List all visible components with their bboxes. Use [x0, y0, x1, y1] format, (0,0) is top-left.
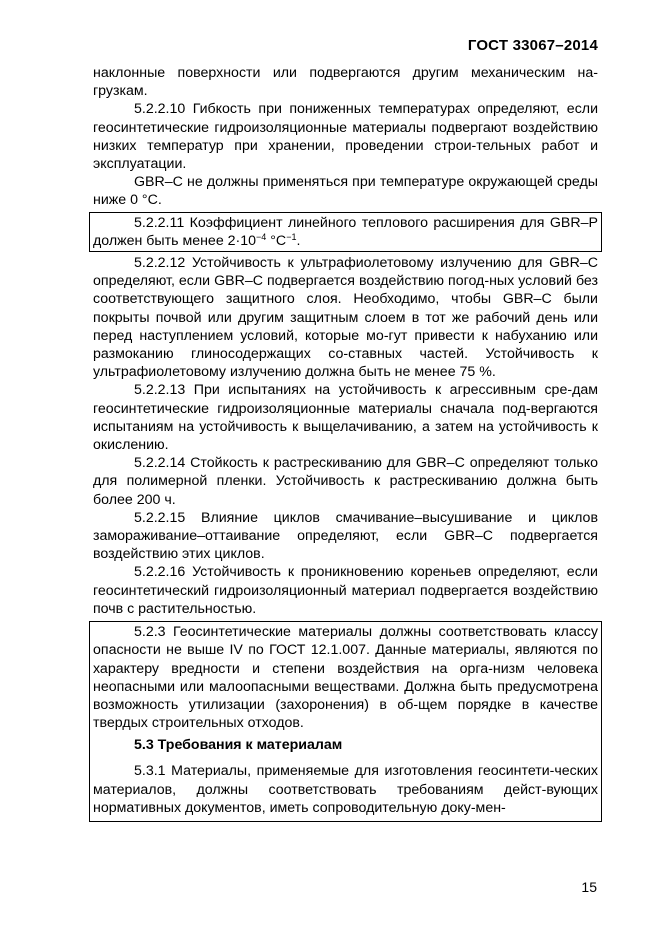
- paragraph-5-2-2-12: 5.2.2.12 Устойчивость к ультрафиолетовому излучению для GBR–C определяют, если GBR–C подвергается воздействию погод-ных условий без соответствующего защитного слоя. Необходимо, чтобы GBR–C были покрыты почвой или другим защитным слоем в тот же рабочий день или перед наступлением условий, которые мо-гут привести к набуханию или размоканию глиносодержащих со-ставных частей. Устойчивость к ультрафиолетовому излучению должна быть не менее 75 %.: [93, 255, 598, 381]
- paragraph-5-2-2-13: 5.2.2.13 При испытаниях на устойчивость к агрессивным сре-дам геосинтетические гидроизоляционные материалы сначала под-вергаются испытаниям на устойчивость к выщелачиванию, а затем на устойчивость к окислению.: [93, 382, 598, 454]
- section-heading-5-3: 5.3 Требования к материалам: [134, 737, 343, 754]
- boxed-paragraph-5-2-2-11: [89, 212, 602, 252]
- paragraph-5-2-2-10: 5.2.2.10 Гибкость при пониженных температурах определяют, если геосинтетические гидроизоляционные материалы подвергают воздействию низких температур при хранении, проведении строи-тельных работ и эксплуатации.: [93, 101, 598, 173]
- boxed-section-5-2-3: [89, 621, 602, 822]
- page-number: 15: [581, 879, 597, 895]
- paragraph-5-2-2-16: 5.2.2.16 Устойчивость к проникновению кореньев определяют, если геосинтетический гидроизоляционный материал подвергается воздействию почв с растительностью.: [93, 564, 598, 617]
- paragraph-continuation: наклонные поверхности или подвергаются другим механическим на-грузкам.: [93, 65, 598, 100]
- paragraph-gbr-c-temperature: GBR–C не должны применяться при температуре окружающей среды ниже 0 °C.: [93, 174, 598, 209]
- paragraph-5-2-2-14: 5.2.2.14 Стойкость к растрескиванию для GBR–C определяют только для полимерной пленки. Устойчивость к растрескиванию должна быть более 200 ч.: [93, 455, 598, 508]
- paragraph-5-2-2-11: 5.2.2.11 Коэффициент линейного теплового расширения для GBR–P должен быть менее $2\cdot 10^{-4}$ $^\circ С^{-1}$.: [93, 214, 598, 249]
- document-header: ГОСТ 33067–2014: [467, 37, 598, 54]
- paragraph-5-3-1: 5.3.1 Материалы, применяемые для изготовления геосинтети-ческих материалов, должны соответствовать требованиям дейст-вующих нормативных документов, иметь сопроводительную доку-мен-: [93, 763, 598, 816]
- page-body: [93, 64, 598, 822]
- paragraph-5-2-2-15: 5.2.2.15 Влияние циклов смачивание–высушивание и циклов замораживание–оттаивание определяют, если GBR–C подвергается воздействию этих циклов.: [93, 509, 598, 563]
- paragraph-5-2-3: 5.2.3 Геосинтетические материалы должны соответствовать классу опасности не выше IV по ГОСТ 12.1.007. Данные материалы, являются по характеру вредности и степени воздействия на орга-низм человека неопасными или малоопасными веществами. Должна быть предусмотрена возможность утилизации (захоронения) в об-щем порядке в качестве твердых строительных отходов.: [93, 624, 598, 732]
